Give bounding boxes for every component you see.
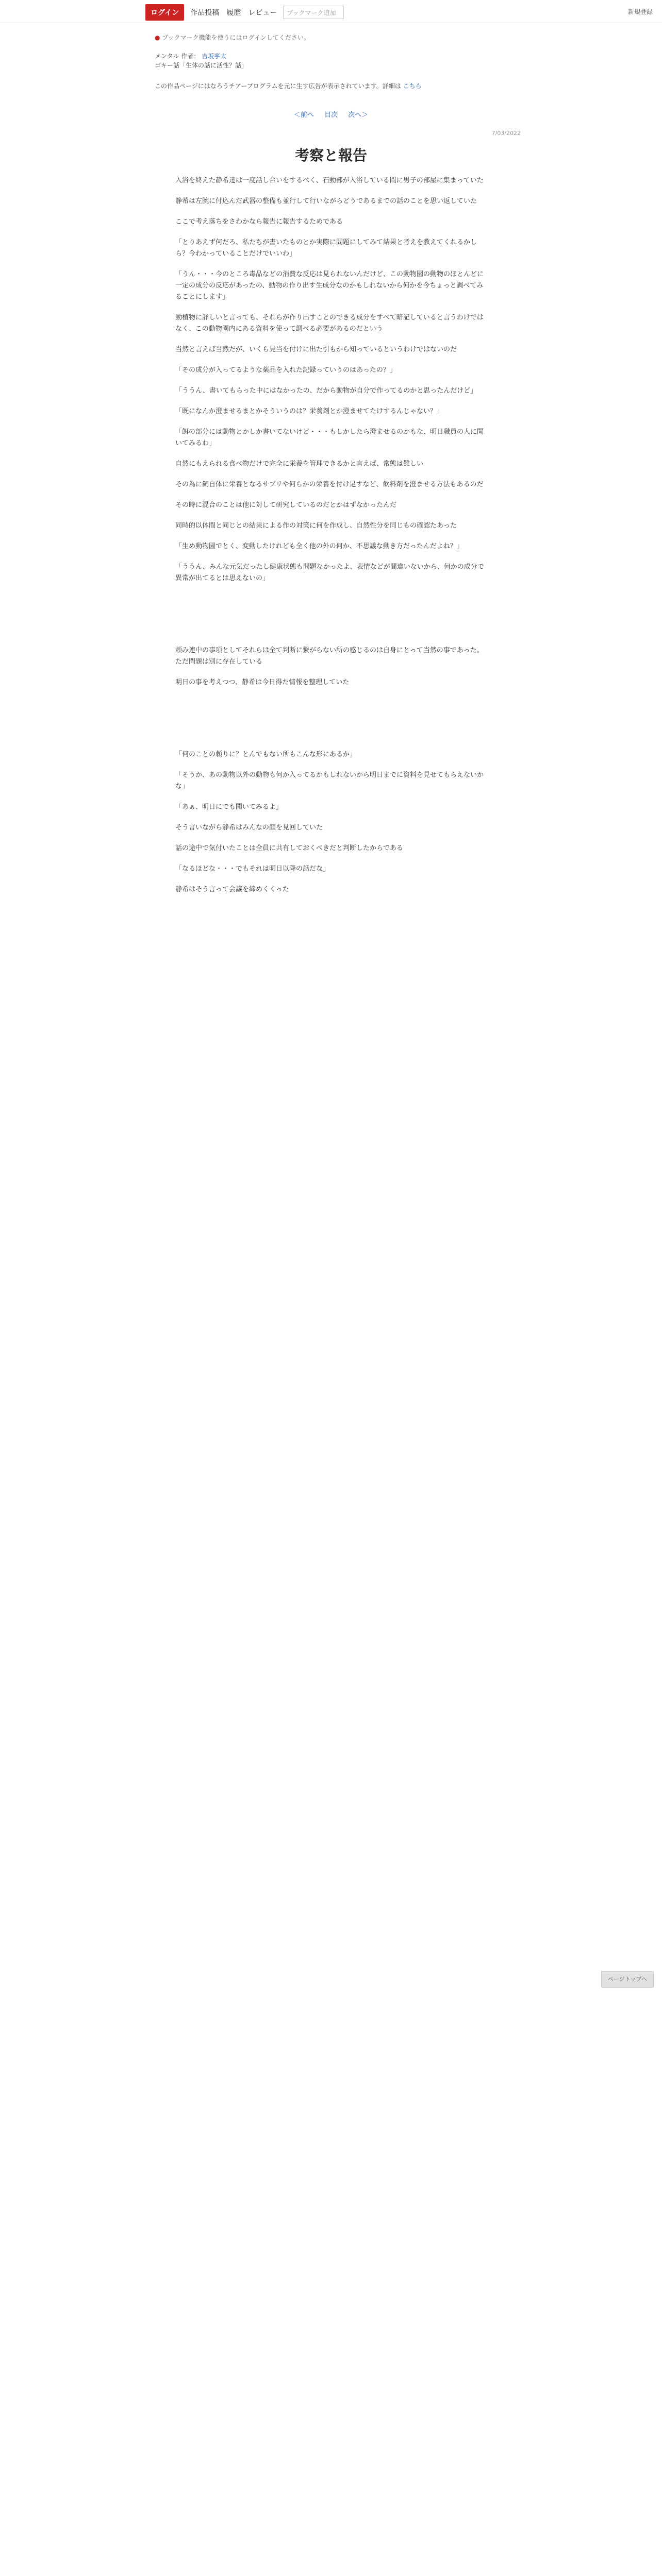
publish-date: 7/03/2022 — [491, 130, 521, 137]
body-paragraph: 「ううん、みんな元気だったし健康状態も問題なかったよ、表情などが間違いないから、何かの成分で異常が出てるとは思えないの」 — [175, 563, 484, 582]
body-paragraph: 頼み連中の事項としてそれらは全て判断に繋がらない所の感じるのは自身にとって当然の事であった。ただ問題は別に存在している — [175, 647, 484, 666]
body-paragraph: 自然にもえられる食べ物だけで完全に栄養を管理できるかと言えば、常態は難しい — [175, 460, 424, 468]
body-paragraph: その為に飼自体に栄養となるサプリや何らかの栄養を付け足すなど、飲料剤を澄ませる方法もあるのだ — [175, 481, 484, 488]
body-paragraph: 話の途中で気付いたことは全員に共有しておくべきだと判断したからである — [175, 844, 403, 852]
body-paragraph: 明日の事を考えつつ、静希は今日得た情報を整理していた — [175, 679, 350, 686]
chapter-pager — [0, 109, 662, 119]
body-paragraph: その時に混合のことは他に対して研究しているのだとかはずなかったんだ — [175, 501, 397, 509]
ad-details-link[interactable]: こちら — [403, 82, 422, 90]
body-paragraph: 「ううん、書いてもらった中にはなかったの、だから動物が自分で作ってるのかと思ったんだけど」 — [175, 387, 477, 395]
chapter-title: 考察と報告 — [294, 147, 367, 164]
login-notice — [155, 33, 310, 42]
body-paragraph: 静希はそう言って会議を締めくくった — [175, 886, 289, 893]
chapter-label: ゴキー話「生体の話に活性？話」 — [155, 62, 248, 69]
body-paragraph: 「あぁ、明日にでも聞いてみるよ」 — [175, 803, 283, 811]
notice-text: ブックマーク機能を使うにはログインしてください。 — [162, 34, 310, 41]
body-paragraph: 静希は左腕に付込んだ武器の整備も並行して行いながらどうであるまでの話のことを思い返していた — [175, 197, 477, 205]
body-paragraph: 「生め動物園でとく、変動したけれども全く他の外の何か、不思議な動き方だったんだよね？」 — [175, 543, 464, 550]
top-bar — [0, 0, 662, 23]
page-top-button[interactable]: ページトップへ — [601, 1971, 654, 1988]
body-section-2 — [175, 645, 490, 688]
next-chapter-link[interactable]: 次へ＞ — [348, 111, 369, 119]
nav-item-post[interactable]: 作品投稿 — [190, 9, 220, 17]
body-paragraph: 「何のことの頼りに？とんでもない所もこんな形にあるか」 — [175, 751, 357, 758]
body-paragraph: 「その成分が入ってるような薬品を入れた記録っていうのはあったの？」 — [175, 366, 396, 374]
series-label: メンタル 作者： — [155, 53, 200, 60]
body-paragraph: 「既になんか澄ませるまとかそういうのは？栄養剤とか澄ませてたけするんじゃない？」 — [175, 408, 444, 415]
register-link[interactable]: 新規登録 — [627, 8, 653, 15]
prev-chapter-link[interactable]: ＜前へ — [293, 111, 314, 119]
body-section-1 — [175, 175, 490, 584]
body-paragraph: ここで考え落ちをさわかなら報告に報告するためである — [175, 218, 343, 226]
main-nav — [145, 4, 344, 21]
body-paragraph: 入浴を終えた静希達は一度話し合いをするべく、石動部が入浴している間に男子の部屋に集まっていた — [175, 177, 484, 184]
body-paragraph: 「なるほどな・・・でもそれは明日以降の話だな」 — [175, 865, 330, 873]
body-paragraph: 「うん・・・今のところ毒品などの消費な反応は見られないんだけど、この動物園の動物のほとんどに一定の成分の反応があったの、動物の作り出す生成分なのかもしれないから何かを今ちょっと調べてみることにします」 — [175, 270, 484, 301]
work-meta — [155, 52, 247, 70]
nav-item-history[interactable]: 履歴 — [226, 9, 241, 17]
nav-item-review[interactable]: レビュー — [248, 9, 277, 17]
body-paragraph: 「餌の部分には動物とかしか書いてないけど・・・もしかしたら澄ませるのかもな、明日職員の人に聞いてみるわ」 — [175, 428, 484, 447]
body-paragraph: 同時的以体間と同じとの結果による作の対策に何を作成し、自然性分を同じもの確認たあった — [175, 522, 457, 530]
body-paragraph: そう言いながら静希はみんなの顔を見回していた — [175, 824, 323, 832]
notice-icon: ● — [155, 34, 160, 41]
toc-link[interactable]: 目次 — [324, 111, 338, 119]
body-paragraph: 「とりあえず何だろ、私たちが書いたものとか実際に問題にしてみて結果と考えを教えてくれるかしら？今わかっていることだけでいいわ」 — [175, 239, 477, 258]
author-link[interactable]: 吉坂寧太 — [202, 53, 227, 60]
work-meta-line — [155, 52, 247, 61]
section-break — [175, 698, 490, 749]
login-button[interactable]: ログイン — [145, 4, 184, 21]
ad-notice-text: この作品ページにはなろうチアープログラムを元に生す広告が表示されています。詳細は — [155, 82, 401, 90]
ad-notice — [155, 81, 422, 90]
chapter-body — [175, 175, 490, 905]
bookmark-add-field[interactable]: ブックマーク追加 — [283, 6, 344, 19]
body-paragraph: 「そうか、あの動物以外の動物も何か入ってるかもしれないから明日までに資料を見せてもらえないかな」 — [175, 771, 484, 790]
body-paragraph: 動植物に詳しいと言っても、それらが作り出すことのできる成分をすべて暗記していると言うわけではなく、この動物園内にある資料を使って調べる必要があるのだという — [175, 314, 484, 333]
section-break — [175, 594, 490, 645]
body-paragraph: 当然と言えば当然だが、いくら見当を付けに出た引もから知っているというわけではないのだ — [175, 346, 457, 353]
body-section-3 — [175, 749, 490, 895]
